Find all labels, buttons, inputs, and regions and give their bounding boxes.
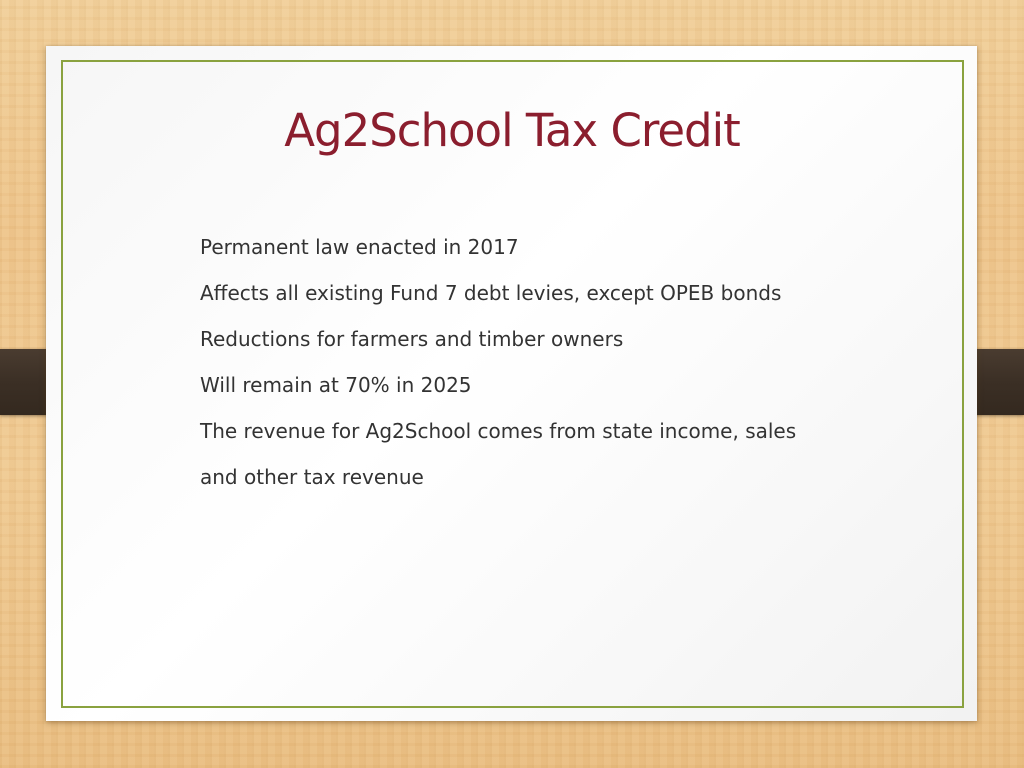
bullet-item: Reductions for farmers and timber owners bbox=[200, 327, 624, 351]
bullet-item: The revenue for Ag2School comes from state income, sales bbox=[200, 419, 797, 443]
bullet-item: Will remain at 70% in 2025 bbox=[200, 373, 472, 397]
bullet-list bbox=[200, 232, 900, 508]
bullet-item: Affects all existing Fund 7 debt levies, except OPEB bonds bbox=[200, 281, 782, 305]
bullet-item: and other tax revenue bbox=[200, 465, 424, 489]
slide-title: Ag2School Tax Credit bbox=[284, 104, 740, 157]
bullet-item: Permanent law enacted in 2017 bbox=[200, 235, 519, 259]
